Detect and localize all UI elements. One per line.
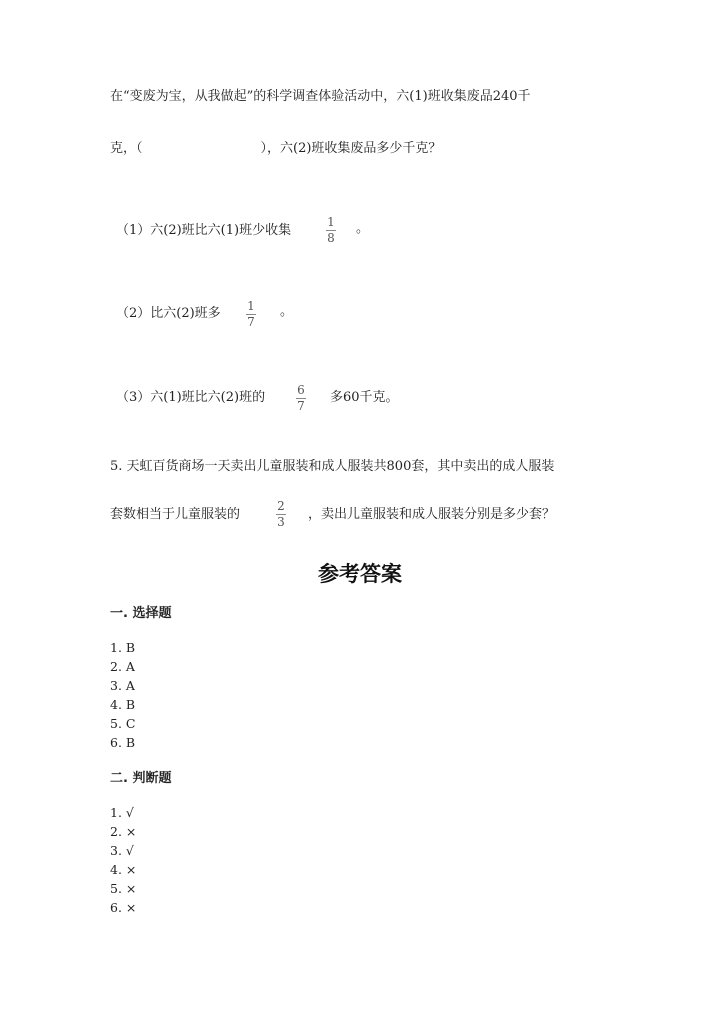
denominator: 7 — [247, 315, 255, 329]
section1-answers — [110, 638, 135, 752]
denominator: 7 — [297, 399, 305, 413]
answer-item: 6. × — [110, 900, 137, 915]
question4-line2-start: 克，（ — [110, 141, 143, 156]
option-2-suffix: 。 — [280, 304, 294, 319]
answer-item: 2. × — [110, 824, 137, 839]
section2-answers — [110, 803, 136, 917]
question4-line2-end: ），六(2)班收集废品多少千克？ — [260, 141, 442, 156]
answers-title: 参考答案 — [318, 562, 402, 586]
answer-item: 3. A — [110, 678, 135, 693]
option-3-suffix: 多60千克。 — [330, 390, 399, 405]
option-3: （3）六(1)班比六(2)班的 — [116, 390, 266, 405]
fraction-1-8 — [326, 216, 336, 245]
denominator: 8 — [327, 231, 335, 245]
answer-item: 1. √ — [110, 805, 134, 820]
answer-item: 3. √ — [110, 843, 134, 858]
answer-item: 5. C — [110, 716, 136, 731]
fraction-2-3 — [276, 500, 286, 529]
numerator: 6 — [297, 383, 305, 397]
question4-line1: 在“变废为宝，从我做起”的科学调查体验活动中，六(1)班收集废品240千 — [110, 89, 531, 104]
question4-line2 — [110, 140, 441, 158]
section2-heading: 二. 判断题 — [110, 771, 172, 786]
answer-item: 5. × — [110, 881, 137, 896]
option-2: （2）比六(2)班多 — [116, 306, 221, 321]
numerator: 2 — [277, 499, 285, 513]
fraction-6-7 — [296, 384, 306, 413]
answer-item: 1. B — [110, 640, 136, 655]
option-1: （1）六(2)班比六(1)班少收集 — [116, 223, 292, 238]
numerator: 1 — [327, 215, 335, 229]
answer-item: 6. B — [110, 735, 136, 750]
section1-heading: 一. 选择题 — [110, 606, 172, 621]
question5-line2-start: 套数相当于儿童服装的 — [110, 507, 241, 522]
question5-line1: 5. 天虹百货商场一天卖出儿童服装和成人服装共800套，其中卖出的成人服装 — [110, 459, 555, 474]
numerator: 1 — [247, 299, 255, 313]
fraction-1-7 — [246, 300, 256, 329]
answer-item: 4. × — [110, 862, 137, 877]
answer-item: 4. B — [110, 697, 136, 712]
option-1-suffix: 。 — [356, 221, 370, 236]
question5-line2-end: ，卖出儿童服装和成人服装分别是多少套？ — [308, 507, 556, 522]
denominator: 3 — [277, 515, 285, 529]
answer-item: 2. A — [110, 659, 135, 674]
